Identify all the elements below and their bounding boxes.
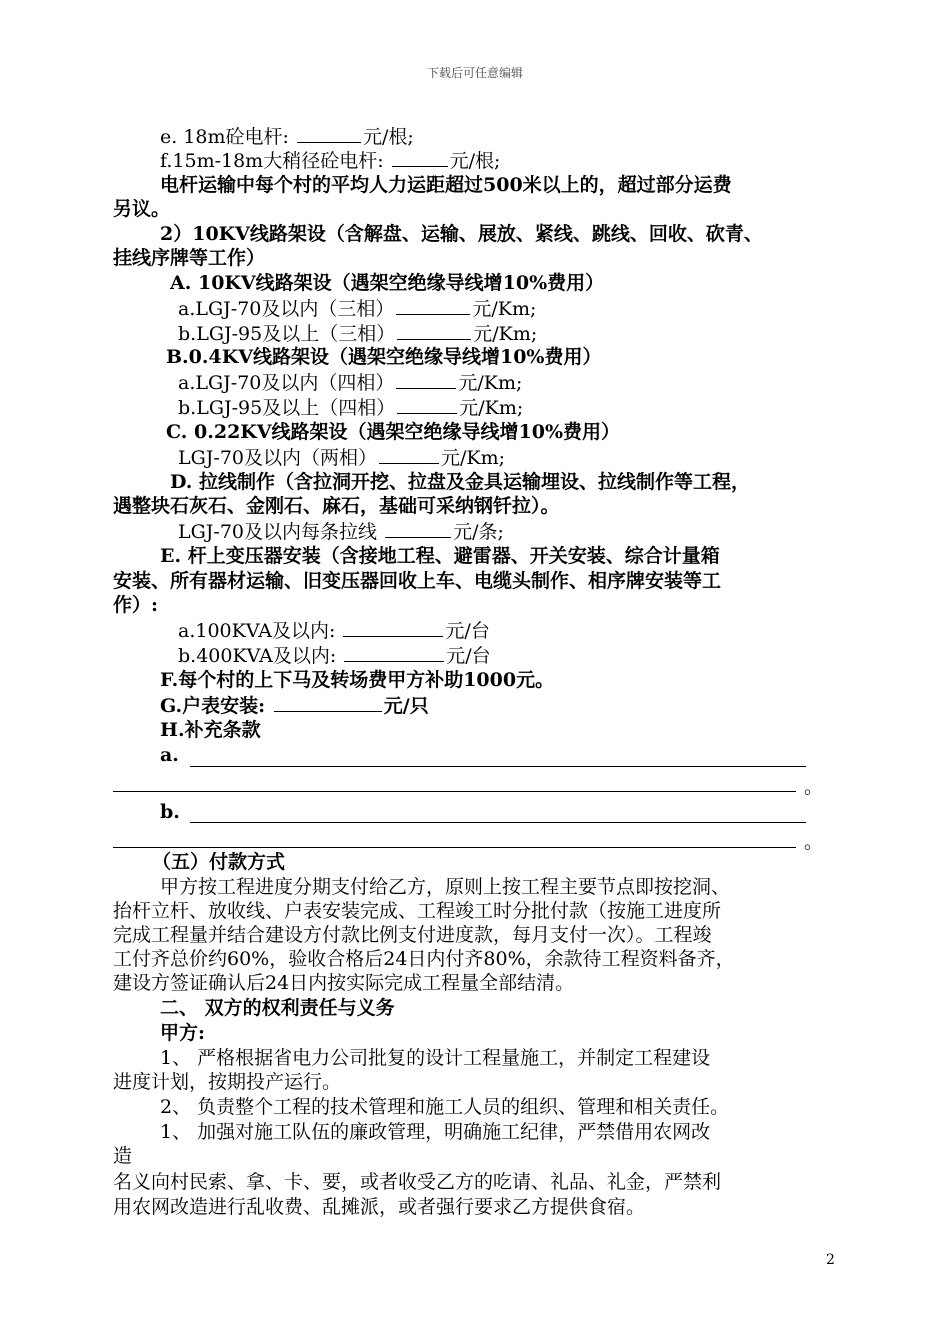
paragraph-line: 另议。 xyxy=(113,198,171,220)
sub-heading-a: A. 10KV线路架设（遇架空绝缘导线增10%费用） xyxy=(170,272,605,294)
paragraph-line: 完成工程量并结合建设方付款比例支付进度款，每月支付一次）。工程竣 xyxy=(113,924,712,946)
fill-blank[interactable] xyxy=(396,296,470,315)
item-e: e. 18m砼电杆: 元/根; xyxy=(160,126,414,148)
period-mark: 。 xyxy=(804,776,824,798)
sub-heading-e: E. 杆上变压器安装（含接地工程、避雷器、开关安装、综合计量箱 xyxy=(160,545,720,567)
item-line: a.LGJ-70及以内（三相） 元/Km; xyxy=(178,298,537,320)
paragraph-line: 安装、所有器材运输、旧变压器回收上车、电缆头制作、相序牌安装等工 xyxy=(113,570,722,592)
clause-b-label: b. xyxy=(160,801,180,823)
clause-a-label: a. xyxy=(160,744,179,766)
item-line: a.100KVA及以内: 元/台 xyxy=(178,620,490,642)
item-line: a.LGJ-70及以内（四相） 元/Km; xyxy=(178,372,523,394)
item-line: b.LGJ-95及以上（四相） 元/Km; xyxy=(178,397,524,419)
paragraph-line: 1、 严格根据省电力公司批复的设计工程量施工，并制定工程建设 xyxy=(160,1047,711,1069)
fill-blank[interactable] xyxy=(392,148,448,167)
fill-blank[interactable] xyxy=(274,693,382,712)
section-heading-payment: （五）付款方式 xyxy=(152,851,286,873)
paragraph-line: 抬杆立杆、放收线、户表安装完成、工程竣工时分批付款（按施工进度所 xyxy=(113,900,722,922)
paragraph-line: 用农网改造进行乱收费、乱摊派，或者强行要求乙方提供食宿。 xyxy=(113,1196,646,1218)
paragraph-line: 工付齐总价约60%，验收合格后24日内付齐80%，余款待工程资料备齐， xyxy=(113,948,735,970)
paragraph-line: 1、 加强对施工队伍的廉政管理，明确施工纪律，严禁借用农网改 xyxy=(160,1121,711,1143)
sub-heading-c: C. 0.22KV线路架设（遇架空绝缘导线增10%费用） xyxy=(166,421,621,443)
paragraph-line: 挂线序牌等工作） xyxy=(113,247,266,269)
period-mark: 。 xyxy=(804,831,824,853)
paragraph-line: 建设方签证确认后24日内按实际完成工程量全部结清。 xyxy=(113,972,575,994)
item-h: H.补充条款 xyxy=(160,719,261,741)
section-heading: 2）10KV线路架设（含解盘、运输、展放、紧线、跳线、回收、砍青、 xyxy=(160,223,763,245)
item-f-subsidy: F.每个村的上下马及转场费甲方补助1000元。 xyxy=(160,669,555,691)
paragraph-line: 造 xyxy=(113,1145,133,1167)
paragraph-line: 进度计划，按期投产运行。 xyxy=(113,1071,342,1093)
clause-a-line[interactable] xyxy=(190,766,806,767)
fill-blank[interactable] xyxy=(379,445,439,464)
item-line: b.LGJ-95及以上（三相） 元/Km; xyxy=(178,323,538,345)
fill-blank[interactable] xyxy=(297,124,361,143)
sub-heading-b: B.0.4KV线路架设（遇架空绝缘导线增10%费用） xyxy=(166,346,602,368)
clause-b-line[interactable] xyxy=(190,822,806,823)
item-line: LGJ-70及以内每条拉线 元/条; xyxy=(178,521,504,543)
fill-blank[interactable] xyxy=(397,395,457,414)
clause-b-line-2[interactable] xyxy=(113,847,796,848)
section-heading-rights: 二、 双方的权利责任与义务 xyxy=(160,997,395,1019)
paragraph-line: 作）: xyxy=(113,594,159,616)
paragraph-line: 名义向村民索、拿、卡、要，或者收受乙方的吃请、礼品、礼金，严禁利 xyxy=(113,1171,722,1193)
paragraph-line: 遇整块石灰石、金刚石、麻石，基础可采纳钢钎拉）。 xyxy=(113,495,560,517)
item-line: LGJ-70及以内（两相） 元/Km; xyxy=(178,447,506,469)
paragraph-line: 电杆运输中每个村的平均人力运距超过500米以上的，超过部分运费 xyxy=(160,174,732,196)
page-header: 下载后可任意编辑 xyxy=(426,66,523,80)
fill-blank[interactable] xyxy=(397,321,471,340)
fill-blank[interactable] xyxy=(344,643,444,662)
item-g: G.户表安装: 元/只 xyxy=(160,695,429,717)
item-line: b.400KVA及以内: 元/台 xyxy=(178,645,491,667)
page-number: 2 xyxy=(826,1252,835,1268)
fill-blank[interactable] xyxy=(385,519,451,538)
clause-a-line-2[interactable] xyxy=(113,791,796,792)
fill-blank[interactable] xyxy=(343,618,443,637)
fill-blank[interactable] xyxy=(396,370,456,389)
item-f: f.15m-18m大稍径砼电杆: 元/根; xyxy=(160,150,501,172)
paragraph-line: 2、 负责整个工程的技术管理和施工人员的组织、管理和相关责任。 xyxy=(160,1096,730,1118)
paragraph-line: 甲方按工程进度分期支付给乙方，原则上按工程主要节点即按挖洞、 xyxy=(160,876,731,898)
party-a-label: 甲方: xyxy=(160,1022,206,1044)
sub-heading-d: D. 拉线制作（含拉洞开挖、拉盘及金具运输埋设、拉线制作等工程， xyxy=(170,471,751,493)
